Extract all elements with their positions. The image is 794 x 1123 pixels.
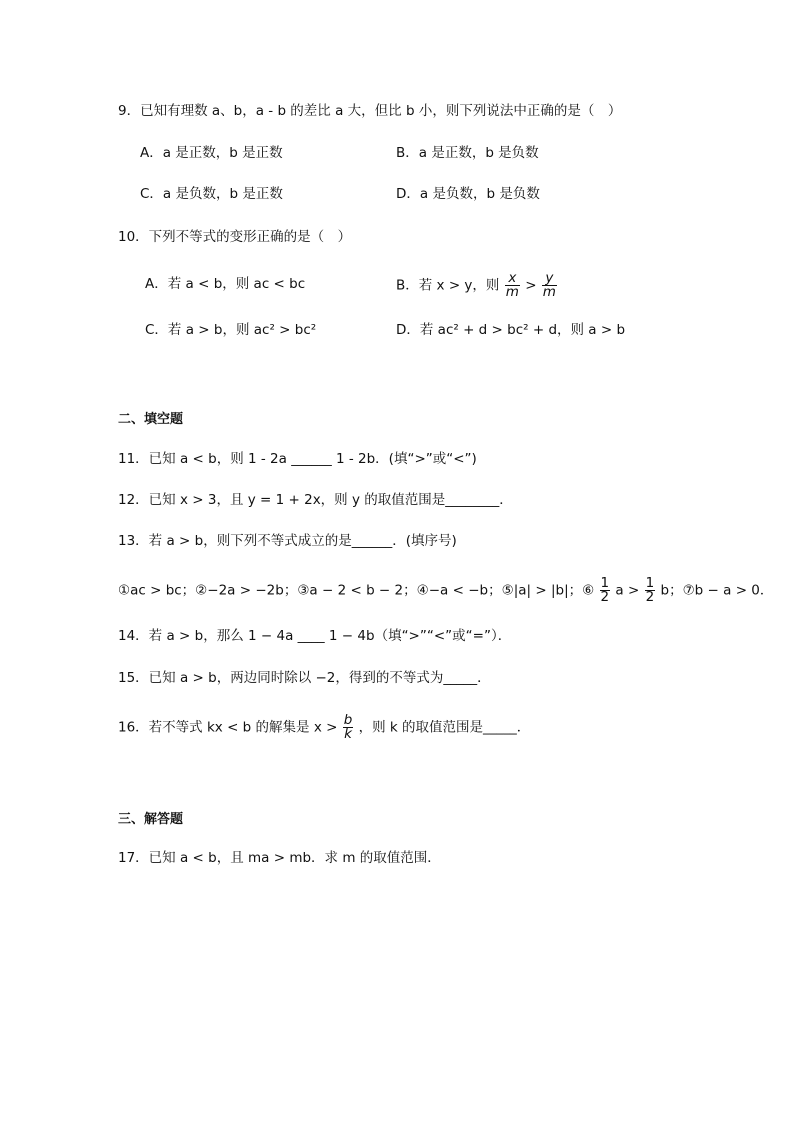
question-15: 15．已知 a > b，两边同时除以 −2，得到的不等式为_____． <box>118 670 491 686</box>
q9-option-d: D．a 是负数，b 是负数 <box>396 186 540 202</box>
q10-option-b <box>396 272 558 299</box>
q10-option-c: C．若 a > b，则 ac² > bc² <box>145 322 317 338</box>
fraction-x-over-m: $\frac{x}{m}$ <box>505 270 519 300</box>
question-13-options <box>118 577 773 604</box>
question-17: 17．已知 a < b，且 ma > mb．求 m 的取值范围． <box>118 850 441 866</box>
q10-stem: 10．下列不等式的变形正确的是（ ） <box>118 229 352 245</box>
q10-option-b-text: B．若 x > y，则 <box>396 277 500 294</box>
q9-option-c: C．a 是负数，b 是正数 <box>140 186 283 202</box>
q10-option-a: A．若 a < b，则 ac < bc <box>145 276 306 292</box>
question-14: 14．若 a > b，那么 1 − 4a ____ 1 − 4b（填“>”“<”或“=”）． <box>118 628 512 644</box>
section-answer-title: 三、解答题 <box>118 812 184 827</box>
q10-option-d: D．若 ac² + d > bc² + d，则 a > b <box>396 322 626 338</box>
q13-options-post: b；⑦b − a > 0． <box>660 582 774 599</box>
question-11: 11．已知 a < b，则 1 - 2a ______ 1 - 2b．(填“>”或“<”) <box>118 451 477 467</box>
question-13: 13．若 a > b，则下列不等式成立的是______．(填序号) <box>118 533 457 549</box>
q16-text: 16．若不等式 kx < b 的解集是 x > <box>118 719 338 736</box>
q13-options-text: ①ac > bc；②−2a > −2b；③a − 2 < b − 2；④−a < −b；⑤|a| > |b|；⑥ <box>118 582 595 599</box>
question-16 <box>118 714 530 741</box>
q9-option-b: B．a 是正数，b 是负数 <box>396 145 539 161</box>
fraction-y-over-m: $\frac{y}{m}$ <box>542 270 556 300</box>
fraction-b-over-k: $\frac{b}{k}$ <box>343 712 353 742</box>
section-fill-in-title: 二、填空题 <box>118 412 184 427</box>
q16-text-post: ，则 k 的取值范围是_____． <box>358 719 531 736</box>
q9-option-a: A．a 是正数，b 是正数 <box>140 145 283 161</box>
fraction-one-half: $\frac{1}{2}$ <box>600 575 610 605</box>
question-12: 12．已知 x > 3，且 y = 1 + 2x，则 y 的取值范围是________． <box>118 492 513 508</box>
q9-stem: 9．已知有理数 a、b，a - b 的差比 a 大，但比 b 小，则下列说法中正确的是（ ） <box>118 103 622 119</box>
q13-options-mid: a > <box>615 582 640 599</box>
fraction-one-half: $\frac{1}{2}$ <box>645 575 655 605</box>
q10-option-b-operator: > <box>525 277 537 294</box>
